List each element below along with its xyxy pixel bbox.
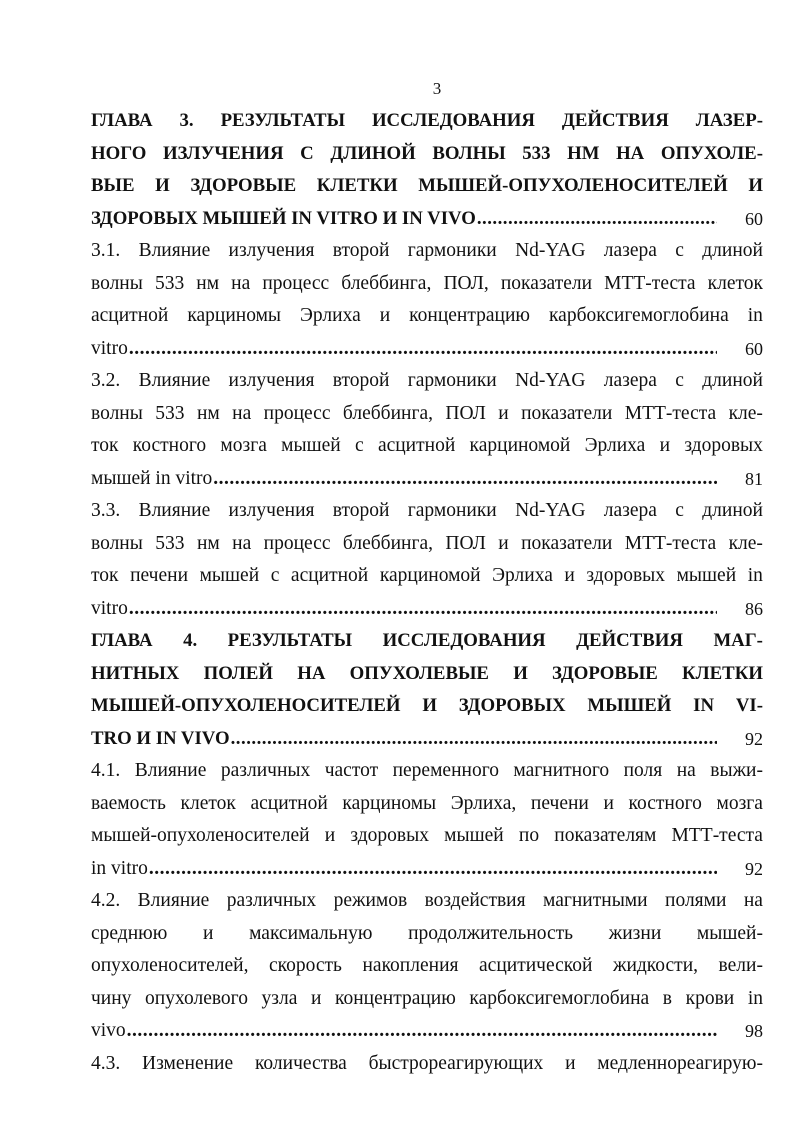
word: Влияние bbox=[138, 500, 211, 521]
toc-entry-tail: in vitro bbox=[91, 857, 148, 879]
word: Эрлиха, bbox=[450, 792, 517, 814]
word: мышей bbox=[676, 565, 737, 586]
toc-line bbox=[91, 755, 763, 788]
word: Nd-YAG bbox=[515, 370, 586, 391]
word: на bbox=[231, 272, 251, 294]
word: на bbox=[676, 760, 696, 781]
word: с bbox=[675, 500, 684, 521]
word: и bbox=[310, 987, 322, 1009]
word: гармоники bbox=[407, 240, 497, 261]
toc-page-number: 92 bbox=[745, 858, 763, 879]
word: НА bbox=[616, 142, 645, 164]
word: и bbox=[564, 565, 575, 586]
word: 4.2. bbox=[91, 890, 121, 911]
word: показатели bbox=[500, 272, 593, 294]
toc-line bbox=[91, 365, 763, 398]
word: быстрореагирующих bbox=[368, 1052, 544, 1074]
toc-line bbox=[91, 235, 763, 268]
word: опухоленосителей, bbox=[91, 955, 249, 976]
word: и bbox=[324, 825, 336, 846]
word: количества bbox=[254, 1052, 347, 1074]
word: второй bbox=[332, 370, 390, 391]
toc-entry-tail: мышей in vitro bbox=[91, 467, 213, 489]
word: карциномы bbox=[342, 792, 437, 814]
toc-last-line bbox=[91, 853, 763, 886]
toc-last-line bbox=[91, 593, 763, 626]
toc-line bbox=[91, 138, 763, 171]
toc-line bbox=[91, 105, 763, 138]
word: на bbox=[232, 402, 252, 424]
word: Изменение bbox=[142, 1052, 234, 1074]
dot-leader bbox=[129, 333, 717, 366]
word: показателям bbox=[554, 825, 657, 846]
toc-page-number: 92 bbox=[745, 728, 763, 749]
word: МЫШЕЙ-ОПУХОЛЕНОСИТЕЛЕЙ bbox=[91, 695, 401, 716]
word: процесс bbox=[263, 402, 331, 424]
word: ВОЛНЫ bbox=[432, 142, 506, 164]
toc-last-line bbox=[91, 203, 763, 236]
word: волны bbox=[91, 402, 143, 424]
word: нм bbox=[196, 272, 220, 294]
word: и bbox=[202, 922, 214, 944]
word: и bbox=[498, 402, 509, 424]
word: излучения bbox=[228, 370, 315, 391]
word: МАГ- bbox=[713, 630, 763, 651]
word: И bbox=[155, 175, 170, 196]
word: блеббинга, bbox=[342, 532, 433, 554]
word: и bbox=[659, 435, 671, 456]
word: С bbox=[300, 142, 314, 164]
word: Эрлиха bbox=[584, 435, 646, 456]
word: ИССЛЕДОВАНИЯ bbox=[371, 110, 535, 131]
dot-leader bbox=[477, 203, 717, 236]
word: мышей- bbox=[696, 922, 763, 944]
word: лазера bbox=[603, 370, 657, 391]
word: МТТ-теста bbox=[624, 532, 717, 554]
word: Влияние bbox=[138, 370, 211, 391]
word: ИЗЛУЧЕНИЯ bbox=[162, 142, 284, 164]
word: и bbox=[565, 1052, 576, 1074]
word: асцитической bbox=[479, 955, 593, 976]
toc-line bbox=[91, 658, 763, 691]
word: Влияние bbox=[134, 760, 207, 781]
word: ПОЛ bbox=[445, 402, 486, 424]
word: ток bbox=[91, 435, 119, 456]
word: медленнореагирую- bbox=[597, 1052, 763, 1074]
word: карбоксигемоглобина bbox=[548, 305, 729, 326]
word: различных bbox=[220, 760, 311, 781]
toc-line bbox=[91, 788, 763, 821]
word: МТТ-теста bbox=[624, 402, 717, 424]
word: клеток bbox=[707, 272, 763, 294]
word: мозга bbox=[716, 792, 763, 814]
word: мышей bbox=[281, 435, 341, 456]
word: МЫШЕЙ-ОПУХОЛЕНОСИТЕЛЕЙ bbox=[418, 175, 728, 196]
toc-line bbox=[91, 495, 763, 528]
word: ОПУХОЛЕ- bbox=[660, 142, 763, 164]
toc-line bbox=[91, 528, 763, 561]
word: Эрлиха bbox=[300, 305, 361, 326]
dot-leader bbox=[213, 463, 717, 496]
toc-entry-tail: TRO И IN VIVO bbox=[91, 727, 230, 749]
word: Nd-YAG bbox=[515, 240, 586, 261]
word: блеббинга, bbox=[341, 272, 432, 294]
toc-line bbox=[91, 885, 763, 918]
word: карбоксигемоглобина bbox=[469, 987, 650, 1009]
word: Nd-YAG bbox=[515, 500, 586, 521]
word: асцитной bbox=[91, 305, 169, 326]
word: ГЛАВА bbox=[91, 110, 153, 131]
word: ДЛИНОЙ bbox=[330, 142, 416, 164]
word: ОПУХОЛЕВЫЕ bbox=[349, 662, 489, 684]
word: волны bbox=[91, 532, 143, 554]
toc-page-number: 60 bbox=[745, 338, 763, 359]
word: процесс bbox=[263, 532, 331, 554]
word: скорость bbox=[269, 955, 342, 976]
word: на bbox=[743, 890, 763, 911]
toc-line bbox=[91, 918, 763, 951]
word: ЛАЗЕР- bbox=[695, 110, 763, 131]
word: мышей bbox=[444, 825, 504, 846]
word: асцитной bbox=[377, 435, 456, 456]
word: костного bbox=[628, 792, 702, 814]
word: здоровых bbox=[350, 825, 429, 846]
dot-leader bbox=[127, 1015, 717, 1048]
word: и bbox=[498, 532, 509, 554]
word: печени bbox=[130, 565, 189, 586]
toc-page-number: 86 bbox=[745, 598, 763, 619]
word: продолжительность bbox=[408, 922, 574, 944]
word: in bbox=[747, 987, 763, 1009]
word: 3. bbox=[179, 110, 194, 131]
word: 3.2. bbox=[91, 370, 121, 391]
toc-entry-tail: vitro bbox=[91, 597, 128, 619]
word: карциномой bbox=[379, 565, 481, 586]
word: асцитной bbox=[290, 565, 369, 586]
word: НМ bbox=[567, 142, 600, 164]
word: с bbox=[355, 435, 364, 456]
word: поля bbox=[623, 760, 663, 781]
word: второй bbox=[332, 240, 390, 261]
word: КЛЕТКИ bbox=[316, 175, 398, 196]
word: максимальную bbox=[249, 922, 373, 944]
toc-section-entry bbox=[91, 755, 763, 885]
word: длиной bbox=[702, 500, 763, 521]
toc-line bbox=[91, 560, 763, 593]
word: концентрацию bbox=[409, 305, 530, 326]
word: гармоники bbox=[407, 370, 497, 391]
word: в bbox=[662, 987, 672, 1009]
word: ток bbox=[91, 565, 119, 586]
word: магнитного bbox=[513, 760, 610, 781]
word: воздействия bbox=[424, 890, 526, 911]
word: И bbox=[748, 175, 763, 196]
word: нм bbox=[196, 532, 220, 554]
word: ПОЛ, bbox=[443, 272, 489, 294]
word: лазера bbox=[603, 500, 657, 521]
word: НОГО bbox=[91, 142, 147, 164]
word: МТТ-теста bbox=[671, 825, 763, 846]
word: 4.3. bbox=[91, 1052, 121, 1074]
toc-last-line bbox=[91, 723, 763, 756]
word: волны bbox=[91, 272, 143, 294]
word: асцитной bbox=[250, 792, 328, 814]
toc-line bbox=[91, 268, 763, 301]
word: клеток bbox=[180, 792, 236, 814]
toc-chapter-entry bbox=[91, 105, 763, 235]
toc-entry-tail: vitro bbox=[91, 337, 128, 359]
word: жидкости, bbox=[612, 955, 699, 976]
word: и bbox=[379, 305, 391, 326]
word: МТТ-теста bbox=[604, 272, 696, 294]
word: чину bbox=[91, 987, 132, 1009]
word: блеббинга, bbox=[342, 402, 433, 424]
toc-line bbox=[91, 300, 763, 333]
word: Влияние bbox=[137, 890, 210, 911]
word: ЗДОРОВЫЕ bbox=[552, 662, 658, 684]
word: ПОЛЕЙ bbox=[203, 662, 274, 684]
word: частот bbox=[324, 760, 379, 781]
word: накопления bbox=[362, 955, 459, 976]
word: концентрацию bbox=[335, 987, 456, 1009]
word: РЕЗУЛЬТАТЫ bbox=[220, 110, 346, 131]
word: ПОЛ bbox=[445, 532, 486, 554]
word: 533 bbox=[522, 142, 551, 164]
word: и bbox=[603, 792, 614, 814]
dot-leader bbox=[231, 723, 717, 756]
toc-entry-tail: ЗДОРОВЫХ МЫШЕЙ IN VITRO И IN VIVO bbox=[91, 207, 476, 229]
word: мышей bbox=[199, 565, 260, 586]
toc-section-entry bbox=[91, 495, 763, 625]
word: переменного bbox=[392, 760, 499, 781]
toc-line bbox=[91, 170, 763, 203]
toc-section-entry bbox=[91, 1048, 763, 1081]
toc-section-entry bbox=[91, 365, 763, 495]
toc-entry-tail: vivo bbox=[91, 1020, 126, 1041]
word: кле- bbox=[728, 532, 763, 554]
word: 533 bbox=[155, 402, 185, 424]
table-of-contents bbox=[91, 105, 763, 1080]
word: полями bbox=[665, 890, 727, 911]
word: здоровых bbox=[586, 565, 666, 586]
word: костного bbox=[132, 435, 207, 456]
word: нм bbox=[196, 402, 220, 424]
toc-line bbox=[91, 950, 763, 983]
word: И bbox=[422, 695, 437, 716]
word: кле- bbox=[728, 402, 763, 424]
toc-section-entry bbox=[91, 885, 763, 1048]
word: ВЫЕ bbox=[91, 175, 135, 196]
word: длиной bbox=[702, 240, 763, 261]
word: излучения bbox=[228, 500, 315, 521]
word: Влияние bbox=[138, 240, 211, 261]
toc-last-line bbox=[91, 463, 763, 496]
toc-line bbox=[91, 820, 763, 853]
word: 3.1. bbox=[91, 240, 121, 261]
word: жизни bbox=[608, 922, 662, 944]
word: VI- bbox=[735, 695, 763, 716]
toc-page-number: 60 bbox=[745, 208, 763, 229]
word: длиной bbox=[702, 370, 763, 391]
dot-leader bbox=[149, 853, 717, 886]
word: мозга bbox=[220, 435, 267, 456]
word: второй bbox=[332, 500, 390, 521]
word: узла bbox=[261, 987, 298, 1009]
word: вели- bbox=[718, 955, 763, 976]
word: 4.1. bbox=[91, 760, 121, 781]
word: in bbox=[747, 565, 763, 586]
word: крови bbox=[685, 987, 735, 1009]
word: 533 bbox=[155, 532, 185, 554]
word: 4. bbox=[183, 630, 198, 651]
word: ЗДОРОВЫЕ bbox=[190, 175, 297, 196]
toc-line bbox=[91, 430, 763, 463]
word: печени bbox=[530, 792, 589, 814]
toc-line bbox=[91, 1048, 763, 1081]
word: различных bbox=[226, 890, 317, 911]
word: ЗДОРОВЫХ bbox=[458, 695, 566, 716]
word: здоровых bbox=[684, 435, 763, 456]
word: 3.3. bbox=[91, 500, 121, 521]
toc-section-entry bbox=[91, 235, 763, 365]
word: гармоники bbox=[407, 500, 497, 521]
word: 533 bbox=[154, 272, 185, 294]
word: на bbox=[232, 532, 252, 554]
word: выжи- bbox=[710, 760, 763, 781]
toc-line bbox=[91, 983, 763, 1016]
word: опухолевого bbox=[145, 987, 248, 1009]
toc-last-line bbox=[91, 333, 763, 366]
toc-line bbox=[91, 690, 763, 723]
dot-leader bbox=[129, 593, 717, 626]
word: излучения bbox=[228, 240, 315, 261]
page-number: 3 bbox=[432, 79, 442, 98]
word: НИТНЫХ bbox=[91, 662, 180, 684]
word: среднюю bbox=[91, 922, 168, 944]
toc-page-number: 81 bbox=[745, 468, 763, 489]
toc-page-number: 98 bbox=[745, 1021, 763, 1041]
word: ГЛАВА bbox=[91, 630, 153, 651]
word: карциномой bbox=[469, 435, 571, 456]
word: Эрлиха bbox=[492, 565, 553, 586]
word: показатели bbox=[521, 402, 613, 424]
word: IN bbox=[693, 695, 715, 716]
word: по bbox=[518, 825, 540, 846]
word: ДЕЙСТВИЯ bbox=[561, 110, 669, 131]
word: ДЕЙСТВИЯ bbox=[576, 630, 683, 651]
word: карциномы bbox=[187, 305, 282, 326]
toc-line bbox=[91, 398, 763, 431]
word: лазера bbox=[603, 240, 657, 261]
word: И bbox=[513, 662, 528, 684]
toc-chapter-entry bbox=[91, 625, 763, 755]
word: ваемость bbox=[91, 792, 166, 814]
word: процесс bbox=[262, 272, 330, 294]
word: с bbox=[270, 565, 280, 586]
word: режимов bbox=[333, 890, 408, 911]
word: показатели bbox=[521, 532, 613, 554]
toc-line bbox=[91, 625, 763, 658]
toc-last-line bbox=[91, 1015, 763, 1048]
word: ИССЛЕДОВАНИЯ bbox=[382, 630, 546, 651]
word: МЫШЕЙ bbox=[587, 695, 672, 716]
word: мышей-опухоленосителей bbox=[91, 825, 310, 846]
word: НА bbox=[297, 662, 326, 684]
word: магнитными bbox=[543, 890, 648, 911]
word: с bbox=[675, 370, 684, 391]
word: in bbox=[747, 305, 763, 326]
word: КЛЕТКИ bbox=[682, 662, 763, 684]
word: с bbox=[675, 240, 684, 261]
word: РЕЗУЛЬТАТЫ bbox=[227, 630, 353, 651]
